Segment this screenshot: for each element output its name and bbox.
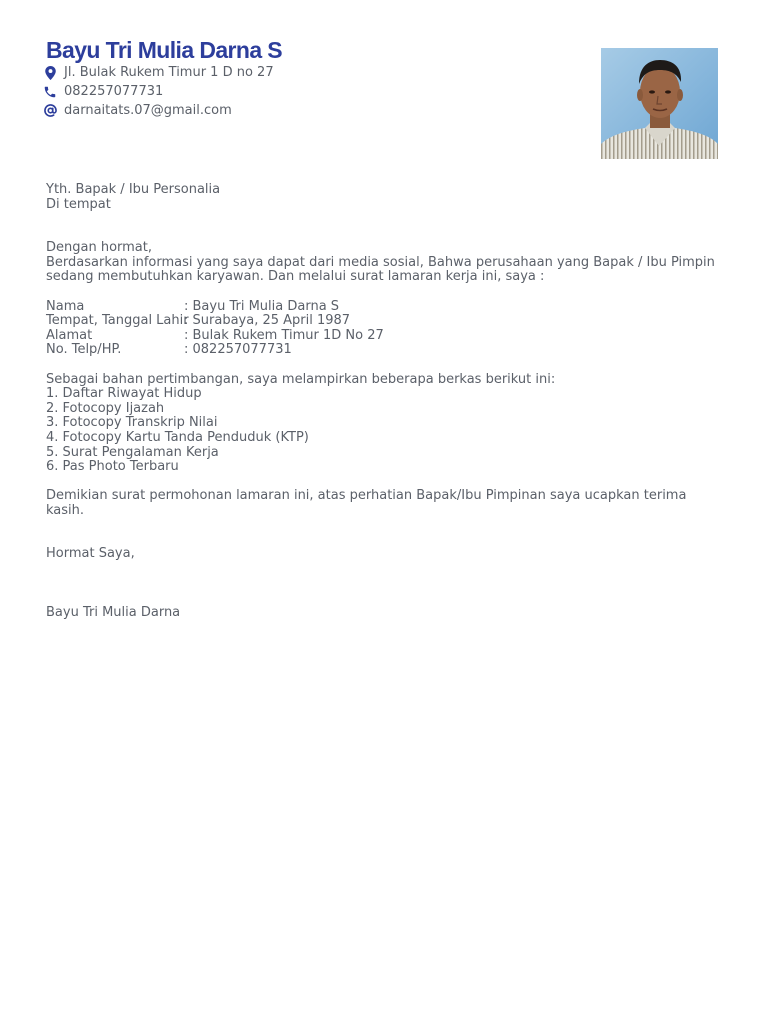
recipient-line-2: Di tempat — [46, 196, 111, 212]
detail-label: No. Telp/HP. — [46, 342, 122, 358]
list-item: 1. Daftar Riwayat Hidup — [46, 386, 202, 402]
at-sign-icon — [42, 103, 58, 119]
detail-row-name — [46, 300, 726, 315]
contact-email — [42, 101, 274, 120]
sign-off: Hormat Saya, — [46, 546, 135, 562]
applicant-name: Bayu Tri Mulia Darna S — [46, 37, 283, 63]
phone-text: 082257077731 — [64, 84, 164, 99]
detail-value: : Surabaya, 25 April 1987 — [184, 313, 351, 329]
email-text: darnaitats.07@gmail.com — [64, 103, 232, 118]
list-item: 6. Pas Photo Terbaru — [46, 459, 179, 475]
contact-info — [42, 63, 274, 120]
detail-row-phone — [46, 343, 726, 358]
list-item: 5. Surat Pengalaman Kerja — [46, 444, 219, 460]
recipient-line-1: Yth. Bapak / Ibu Personalia — [46, 182, 221, 197]
contact-phone — [42, 82, 274, 101]
attachments-intro: Sebagai bahan pertimbangan, saya melampirkan beberapa berkas berikut ini: — [46, 371, 556, 387]
address-text: Jl. Bulak Rukem Timur 1 D no 27 — [64, 65, 274, 80]
signature-name: Bayu Tri Mulia Darna — [46, 605, 181, 621]
detail-label: Alamat — [46, 327, 93, 343]
detail-label: Tempat, Tanggal Lahir — [46, 313, 189, 329]
detail-row-birth — [46, 314, 726, 329]
detail-row-address — [46, 329, 726, 344]
phone-icon — [42, 84, 58, 100]
attachments-list — [46, 387, 726, 475]
intro-paragraph: Berdasarkan informasi yang saya dapat dari media sosial, Bahwa perusahaan yang Bapak / Ibu Pimpin sedang membutuhkan karyawan. Dan melalui surat lamaran kerja ini, saya : — [46, 254, 715, 285]
detail-value: : Bayu Tri Mulia Darna S — [184, 298, 340, 314]
closing-paragraph: Demikian surat permohonan lamaran ini, atas perhatian Bapak/Ibu Pimpinan saya ucapkan terima kasih. — [46, 488, 687, 518]
detail-value: : 082257077731 — [184, 342, 292, 358]
letter-body — [46, 183, 726, 621]
list-item: 4. Fotocopy Kartu Tanda Penduduk (KTP) — [46, 429, 309, 445]
list-item: 3. Fotocopy Transkrip Nilai — [46, 415, 218, 431]
detail-value: : Bulak Rukem Timur 1D No 27 — [184, 327, 384, 343]
list-item: 2. Fotocopy Ijazah — [46, 400, 165, 416]
personal-details — [46, 300, 726, 358]
profile-photo — [601, 48, 718, 159]
greeting: Dengan hormat, — [46, 240, 153, 256]
location-pin-icon — [42, 65, 58, 81]
detail-label: Nama — [46, 298, 85, 314]
contact-address — [42, 63, 274, 82]
